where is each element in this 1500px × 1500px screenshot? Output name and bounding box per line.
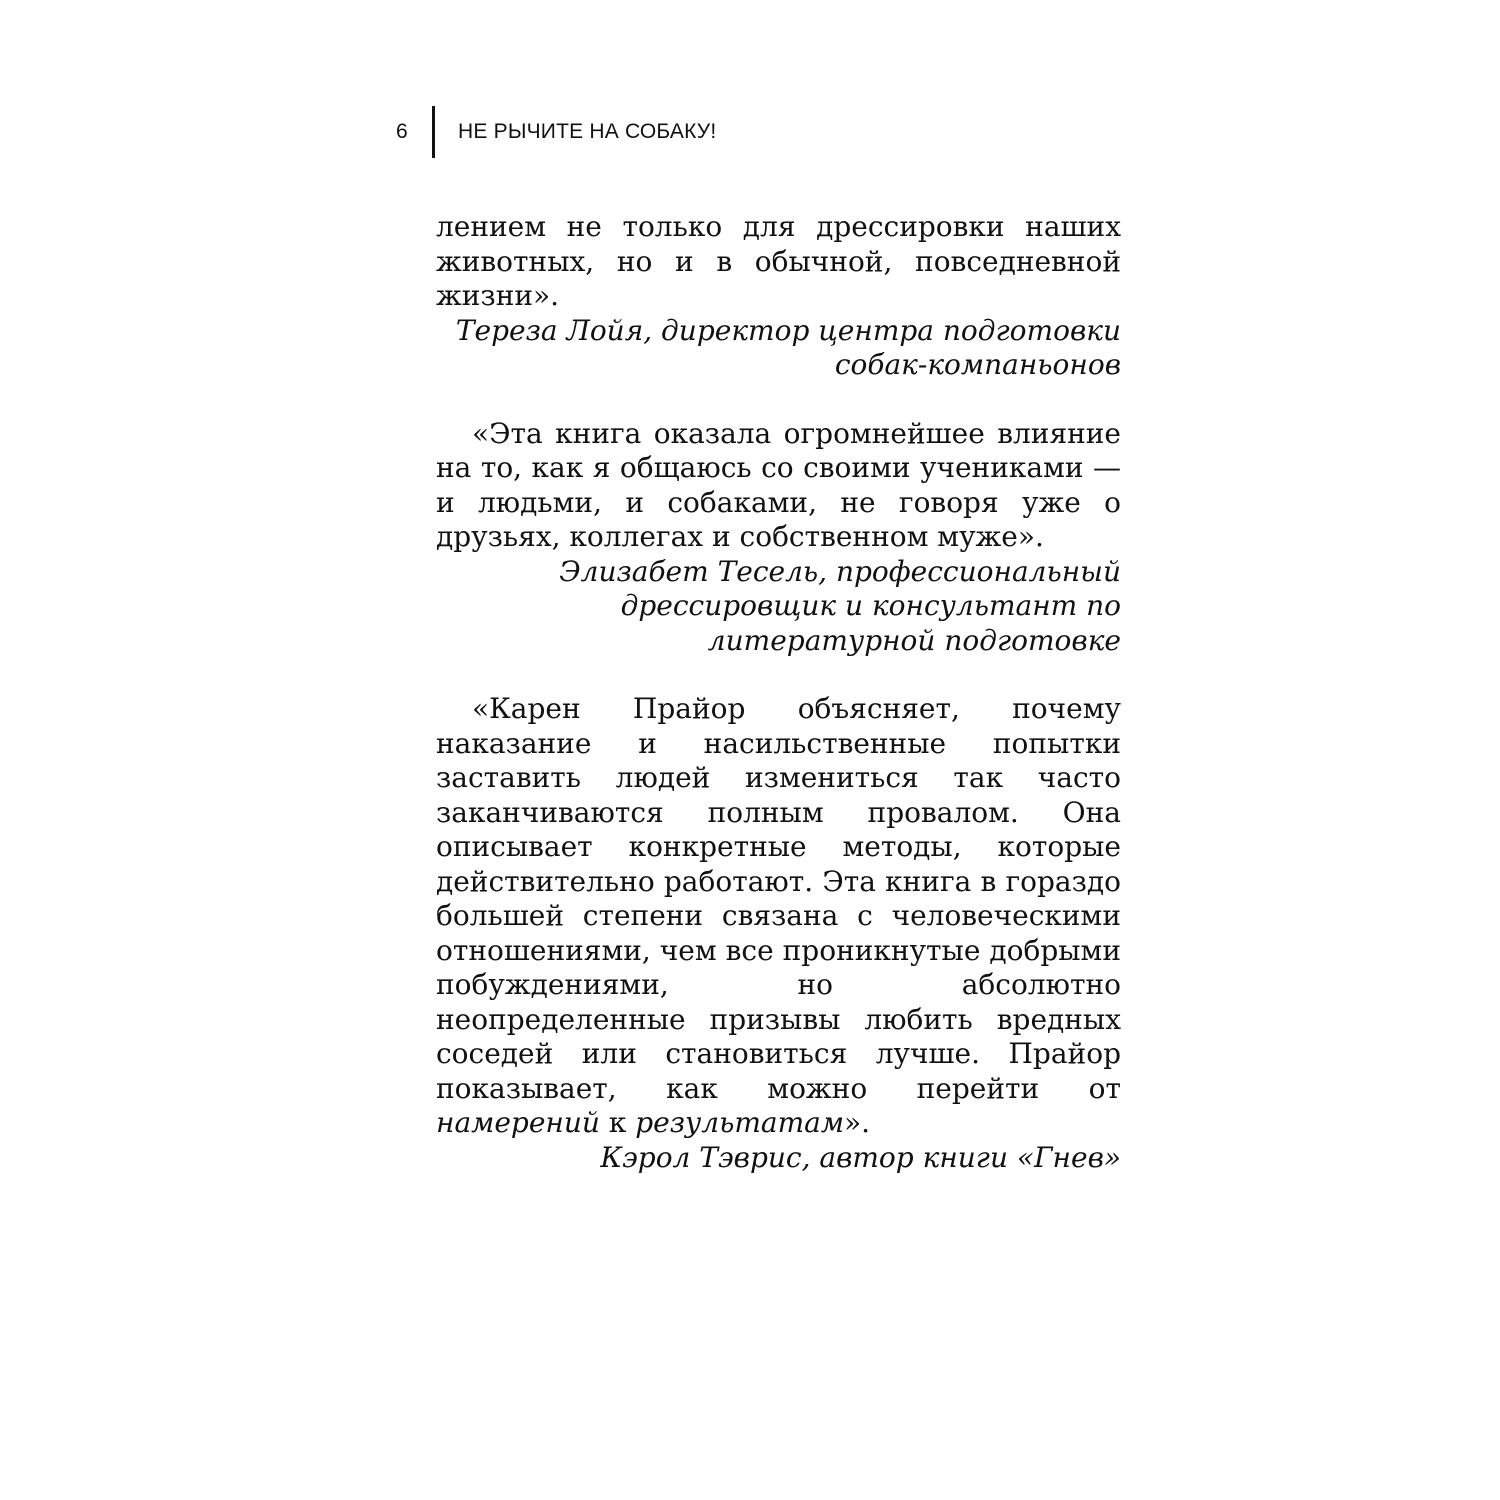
page-number: 6: [396, 120, 408, 143]
paragraph-gap: [436, 383, 1121, 417]
quote-tavris: [436, 692, 1121, 1141]
attribution-tesel: Элизабет Тесель, профессиональный дрессировщик и консультант по литературной подготовке: [559, 554, 1121, 657]
quote-tavris-emphasis-intentions: намерений: [436, 1106, 600, 1139]
book-title: НЕ РЫЧИТЕ НА СОБАКУ!: [458, 120, 717, 143]
attribution-loya: Тереза Лойя, директор центра подготовки собак-компаньонов: [455, 313, 1121, 381]
quote-tavris-text: «Карен Прайор объясняет, почему наказание и насильственные попытки заставить людей измениться так часто заканчиваются полным провалом. Она описывает конкретные методы, которые действительно работают. Эта книга в гораздо большей степени связана с человеческими отношениями, чем все проникнутые добрыми побуждениями, но абсолютно неопределенные призывы любить вредных соседей или становиться лучше. Прайор показывает, как можно перейти от: [436, 692, 1121, 1105]
attribution-tavris: Кэрол Тэврис, автор книги «Гнев»: [600, 1140, 1121, 1174]
header-divider: [432, 106, 435, 158]
quote-loya: лением не только для дрессировки наших животных, но и в обычной, повседневной жизни».: [436, 210, 1121, 312]
paragraph-gap: [436, 658, 1121, 692]
quote-tavris-emphasis-results: результатам: [635, 1106, 845, 1139]
quote-tesel: «Эта книга оказала огромнейшее влияние на то, как я общаюсь со своими учениками — и людьми, и собаками, не говоря уже о друзьях, коллегах и собственном муже».: [436, 416, 1121, 553]
quote-tavris-text-end: ».: [844, 1106, 871, 1139]
running-head: [0, 100, 1500, 160]
quote-tavris-text-mid: к: [599, 1106, 636, 1139]
page-body: [436, 210, 1121, 1175]
